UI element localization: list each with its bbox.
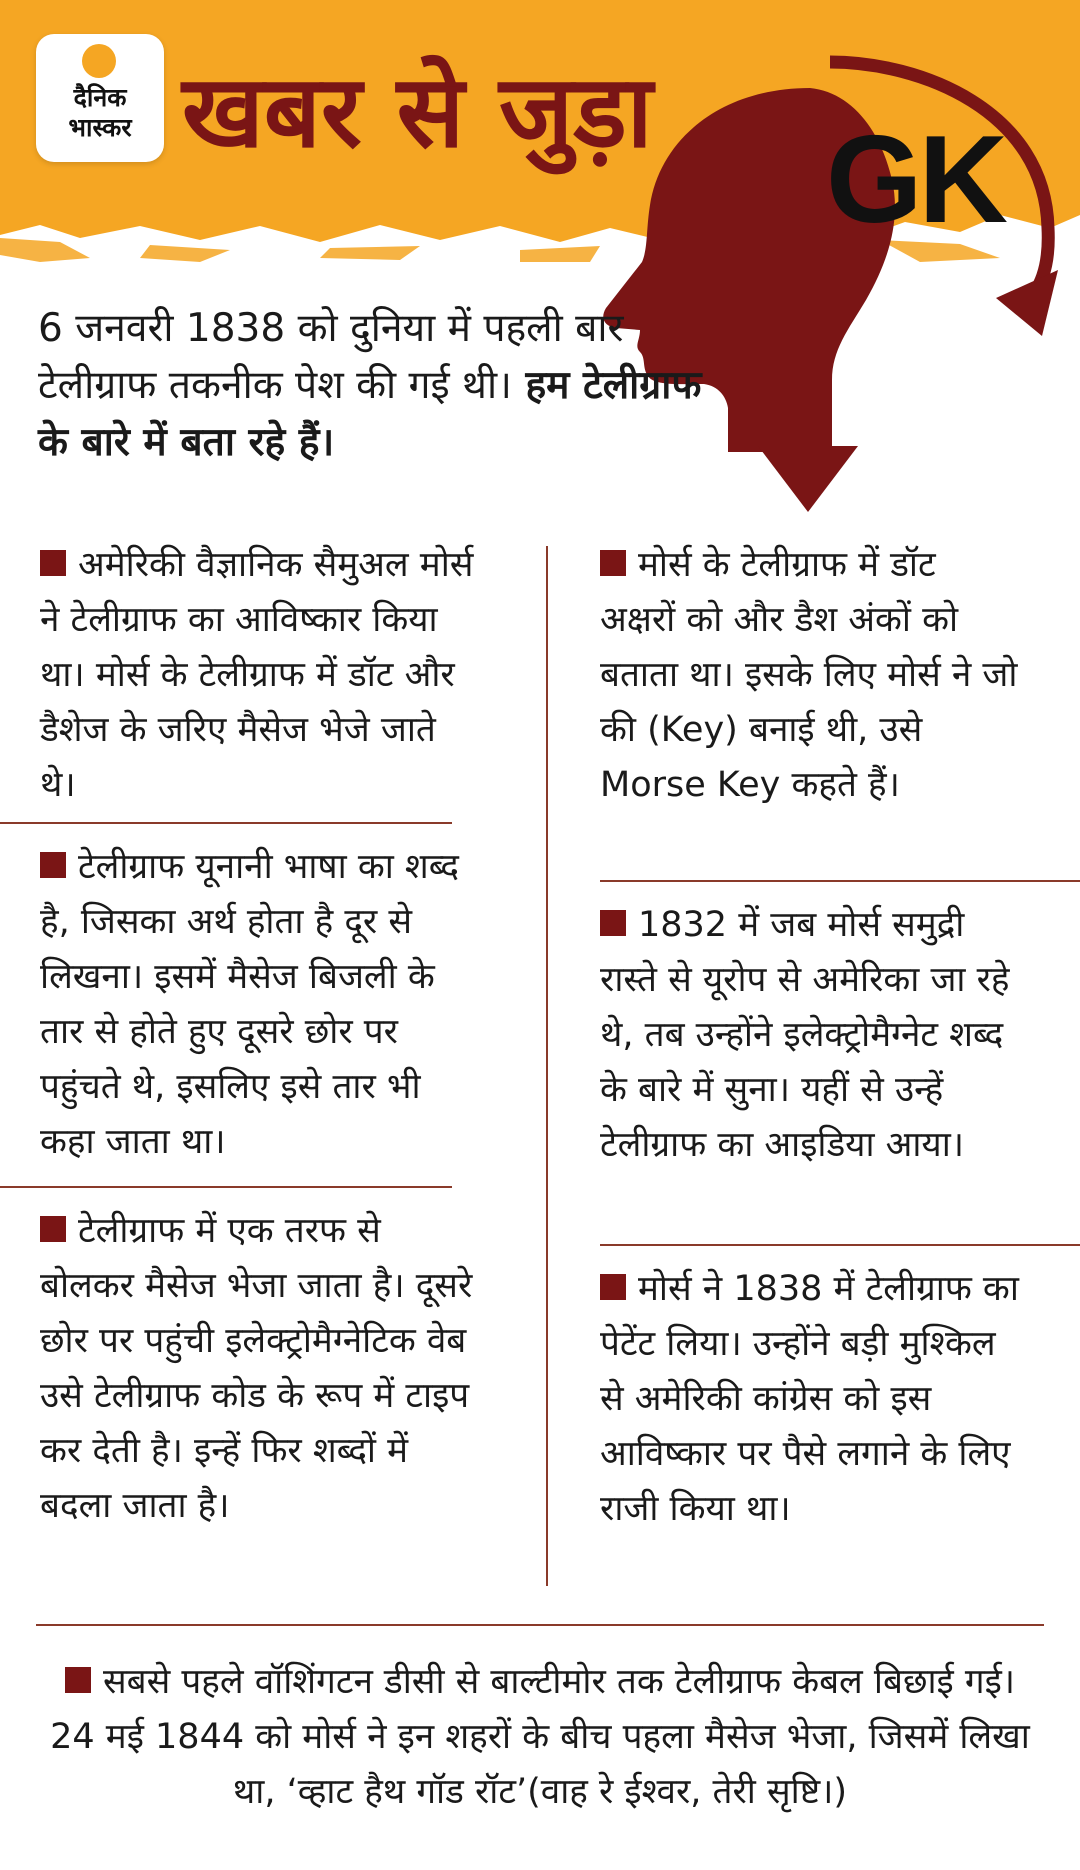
fact-text: मोर्स ने 1838 में टेलीग्राफ का पेटेंट लिया। उन्होंने बड़ी मुश्किल से अमेरिकी कांग्रेस को इस आविष्कार पर पैसे लगाने के लिए राजी किया था। xyxy=(600,1269,1019,1529)
divider xyxy=(600,1244,1080,1246)
footer-text: सबसे पहले वॉशिंगटन डीसी से बाल्टीमोर तक टेलीग्राफ केबल बिछाई गई। 24 मई 1844 को मोर्स ने इन शहरों के बीच पहला मैसेज भेजा, जिसमें लिखा था, ‘व्हाट हैथ गॉड रॉट’(वाह रे ईश्वर, तेरी सृष्टि।) xyxy=(50,1662,1030,1812)
arrow-down-icon xyxy=(758,446,858,512)
bullet-square-icon xyxy=(600,910,626,936)
intro-bold-text: हम टेलीग्राफ के बारे में बता रहे हैं। xyxy=(38,363,702,465)
gk-badge: GK xyxy=(826,111,1004,249)
curved-arrowhead-icon xyxy=(996,270,1058,336)
fact-text: मोर्स के टेलीग्राफ में डॉट अक्षरों को और डैश अंकों को बताता था। इसके लिए मोर्स ने जो की (Key) बनाई थी, उसे Morse Key कहते हैं। xyxy=(600,545,1018,805)
bullet-square-icon xyxy=(65,1667,91,1693)
divider xyxy=(600,880,1080,882)
fact-text: टेलीग्राफ में एक तरफ से बोलकर मैसेज भेजा जाता है। दूसरे छोर पर पहुंची इलेक्ट्रोमैग्नेटिक वेब उसे टेलीग्राफ कोड के रूप में टाइप कर देती है। इन्हें फिर शब्दों में बदला जाता है। xyxy=(40,1211,473,1526)
fact-item xyxy=(600,538,1020,813)
banner-title: खबर से जुड़ा xyxy=(182,53,653,170)
fact-item xyxy=(40,538,480,813)
fact-item xyxy=(600,1262,1020,1537)
fact-item xyxy=(40,1204,480,1534)
fact-item xyxy=(600,898,1020,1173)
fact-text: अमेरिकी वैज्ञानिक सैमुअल मोर्स ने टेलीग्राफ का आविष्कार किया था। मोर्स के टेलीग्राफ में डॉट और डैशेज के जरिए मैसेज भेजे जाते थे। xyxy=(40,545,474,805)
bullet-square-icon xyxy=(40,852,66,878)
footer-divider xyxy=(36,1624,1044,1626)
bullet-square-icon xyxy=(40,550,66,576)
bullet-square-icon xyxy=(600,1274,626,1300)
column-divider xyxy=(546,546,548,1586)
footer-fact xyxy=(40,1655,1040,1820)
divider xyxy=(0,1186,452,1188)
divider xyxy=(0,822,452,824)
fact-text: टेलीग्राफ यूनानी भाषा का शब्द है, जिसका अर्थ होता है दूर से लिखना। इसमें मैसेज बिजली के तार से होते हुए दूसरे छोर पर पहुंचते थे, इसलिए इसे तार भी कहा जाता था। xyxy=(40,847,459,1162)
fact-text: 1832 में जब मोर्स समुद्री रास्ते से यूरोप से अमेरिका जा रहे थे, तब उन्होंने इलेक्ट्रोमैग्नेट शब्द के बारे में सुना। यहीं से उन्हें टेलीग्राफ का आइडिया आया। xyxy=(600,905,1010,1165)
dainik-bhaskar-logo xyxy=(36,34,164,162)
bullet-square-icon xyxy=(600,550,626,576)
logo-text-line1: दैनिक xyxy=(73,83,127,112)
fact-item xyxy=(40,840,480,1170)
logo-text-line2: भास्कर xyxy=(68,113,132,142)
intro-plain-text: 6 जनवरी 1838 को दुनिया में पहली बार टेलीग्राफ तकनीक पेश की गई थी। xyxy=(38,306,624,408)
bullet-square-icon xyxy=(40,1216,66,1242)
sun-icon xyxy=(82,44,116,78)
intro-paragraph xyxy=(38,300,738,471)
